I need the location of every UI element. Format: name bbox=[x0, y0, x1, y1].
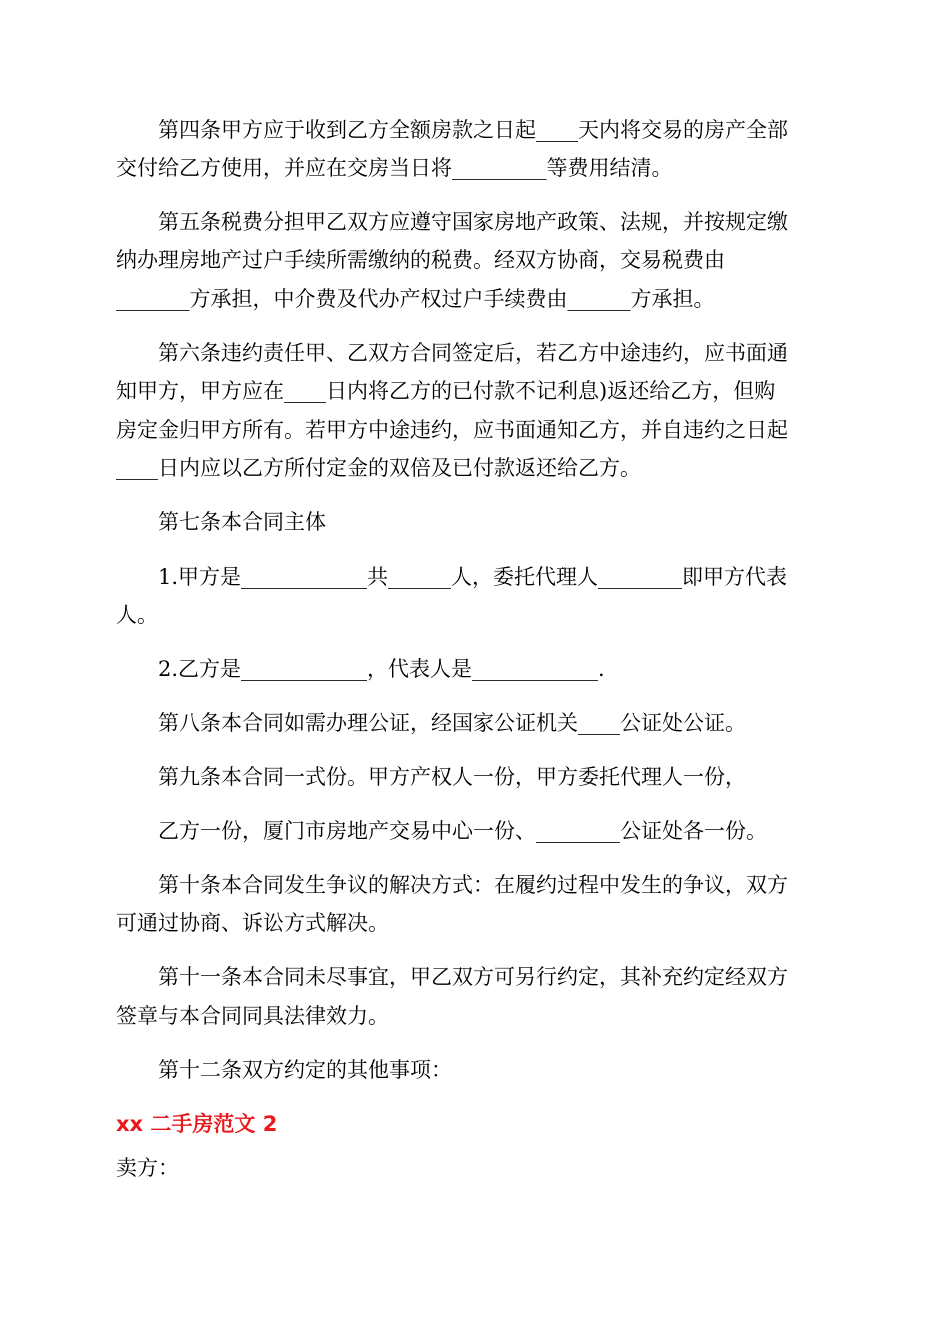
article-7-title: 第七条本合同主体 bbox=[116, 510, 326, 534]
article-6-line-1: 第六条违约责任甲、乙双方合同签定后，若乙方中途违约，应书面通 bbox=[116, 341, 788, 365]
article-5-line-1: 第五条税费分担甲乙双方应遵守国家房地产政策、法规，并按规定缴 bbox=[116, 210, 788, 234]
article-9-line-1: 第九条本合同一式份。甲方产权人一份，甲方委托代理人一份， bbox=[116, 765, 746, 789]
article-6-line-2: 知甲方，甲方应在____日内将乙方的已付款不记利息)返还给乙方，但购 bbox=[116, 379, 776, 403]
article-12: 第十二条双方约定的其他事项： bbox=[116, 1058, 452, 1082]
article-5-line-2: 纳办理房地产过户手续所需缴纳的税费。经双方协商，交易税费由 bbox=[116, 248, 725, 272]
article-7-item-1-line-2: 人。 bbox=[116, 603, 158, 627]
article-10-line-1: 第十条本合同发生争议的解决方式：在履约过程中发生的争议，双方 bbox=[116, 873, 788, 897]
section-heading: xx 二手房范文 2 bbox=[116, 1112, 278, 1136]
article-5-line-3: _______方承担，中介费及代办产权过户手续费由______方承担。 bbox=[116, 287, 715, 311]
article-4-line-1: 第四条甲方应于收到乙方全额房款之日起____天内将交易的房产全部 bbox=[116, 118, 788, 142]
article-4-line-2: 交付给乙方使用，并应在交房当日将_________等费用结清。 bbox=[116, 156, 673, 180]
article-7-item-2: 2.乙方是____________，代表人是____________. bbox=[116, 657, 605, 681]
article-9-line-2: 乙方一份，厦门市房地产交易中心一份、________公证处各一份。 bbox=[116, 819, 767, 843]
seller-label: 卖方： bbox=[116, 1156, 179, 1180]
article-10-line-2: 可通过协商、诉讼方式解决。 bbox=[116, 911, 389, 935]
article-6-line-3: 房定金归甲方所有。若甲方中途违约，应书面通知乙方，并自违约之日起 bbox=[116, 418, 788, 442]
article-7-item-1-line-1: 1.甲方是____________共______人，委托代理人________即甲方代表 bbox=[116, 565, 788, 589]
article-11-line-2: 签章与本合同同具法律效力。 bbox=[116, 1004, 389, 1028]
article-8: 第八条本合同如需办理公证，经国家公证机关____公证处公证。 bbox=[116, 711, 746, 735]
article-6-line-4: ____日内应以乙方所付定金的双倍及已付款返还给乙方。 bbox=[116, 456, 641, 480]
article-11-line-1: 第十一条本合同未尽事宜，甲乙双方可另行约定，其补充约定经双方 bbox=[116, 965, 788, 989]
